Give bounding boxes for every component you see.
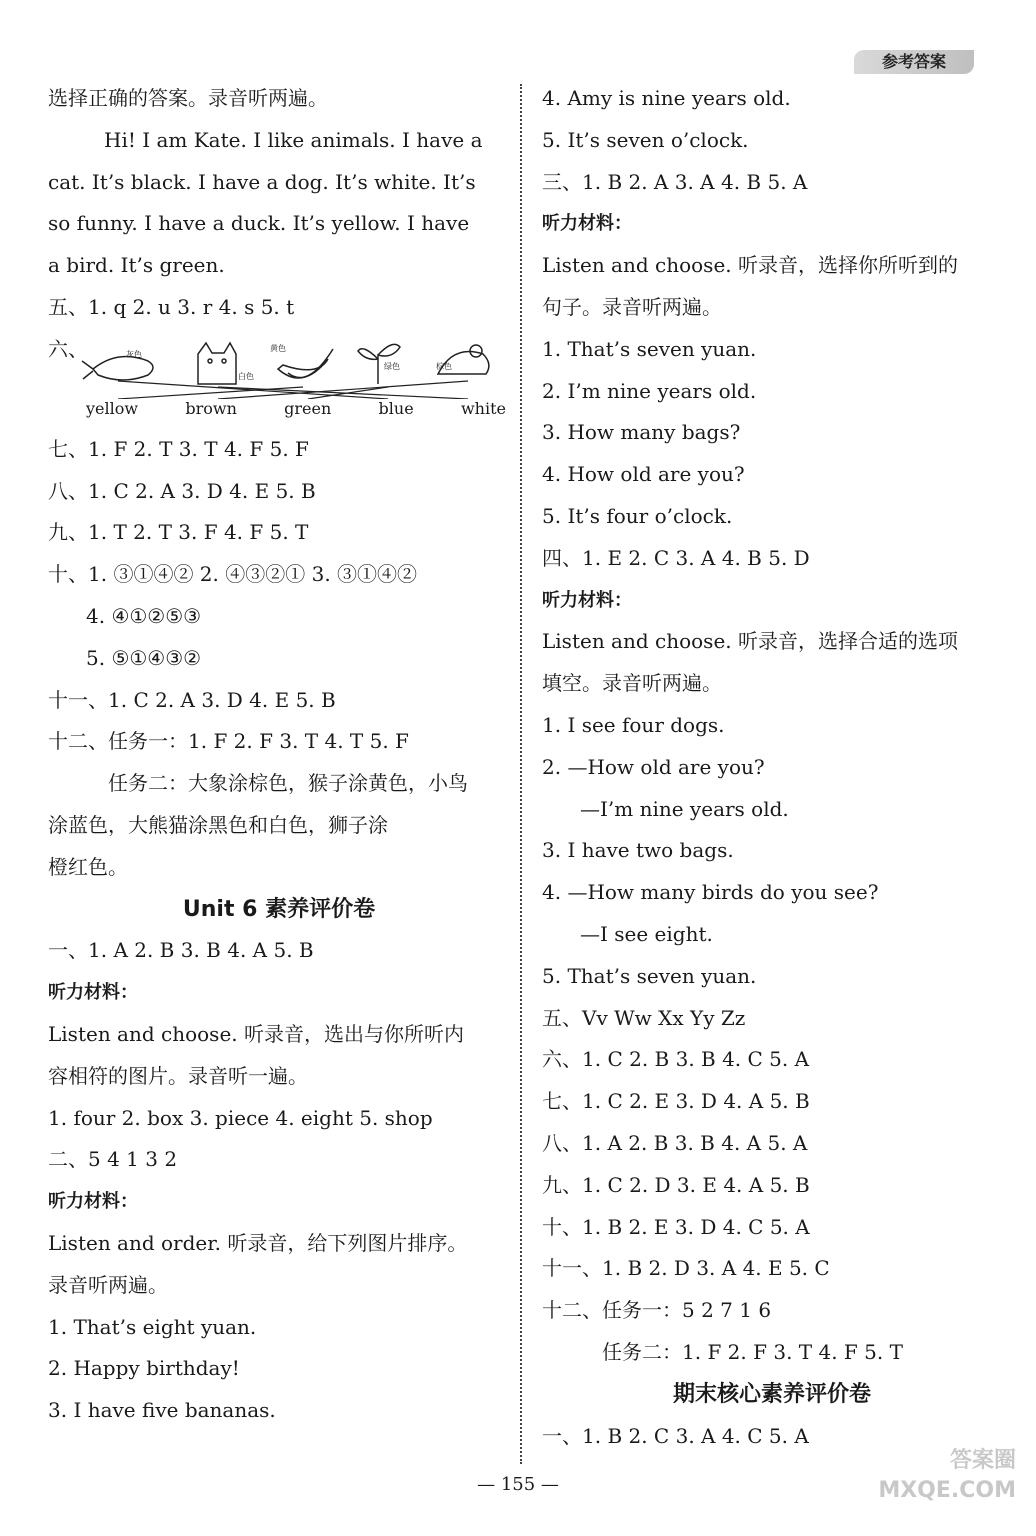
answer-line: 四、1. E 2. C 3. A 4. B 5. D	[542, 545, 810, 570]
answer-line: 任务二：1. F 2. F 3. T 4. F 5. T	[602, 1339, 903, 1364]
pic-label: 棕色	[436, 361, 452, 371]
listening-label: 听力材料：	[542, 589, 632, 611]
watermark-logo	[878, 1446, 1016, 1506]
listening-label: 听力材料：	[48, 1191, 138, 1213]
answer-line: 九、1. C 2. D 3. E 4. A 5. B	[542, 1172, 810, 1197]
answer-line: 十、1. ③①④② 2. ④③②① 3. ③①④②	[48, 562, 418, 587]
answer-line: 十二、任务一：5 2 7 1 6	[542, 1298, 772, 1323]
text-line: a bird. It’s green.	[48, 253, 225, 278]
text-line: 2. I’m nine years old.	[542, 378, 757, 403]
color-word: brown	[185, 398, 237, 418]
text-line: Listen and choose. 听录音，选择你所听到的	[542, 253, 958, 278]
text-line: cat. It’s black. I have a dog. It’s white. It’s	[48, 169, 476, 194]
answer-line: 九、1. T 2. T 3. F 4. F 5. T	[48, 520, 309, 545]
watermark-text: 答案圈	[949, 1448, 1016, 1473]
answer-line: 八、1. A 2. B 3. B 4. A 5. A	[542, 1130, 808, 1155]
text-line: 1. That’s eight yuan.	[48, 1314, 257, 1339]
matching-lines	[118, 381, 468, 399]
page-number: — 155 —	[477, 1474, 559, 1495]
answer-line: 一、1. A 2. B 3. B 4. A 5. B	[48, 938, 314, 963]
text-line: 任务二：大象涂棕色，猴子涂黄色，小鸟	[108, 771, 468, 796]
answer-line: 十二、任务一：1. F 2. F 3. T 4. T 5. F	[48, 729, 409, 754]
text-line: —I’m nine years old.	[580, 796, 789, 821]
color-word: yellow	[86, 398, 139, 418]
matching-pictures	[78, 329, 498, 399]
answer-line: 五、1. q 2. u 3. r 4. s 5. t	[48, 294, 295, 319]
section-tag: 参考答案	[854, 50, 974, 74]
text-line: 3. How many bags?	[542, 420, 741, 445]
text-line: 4. Amy is nine years old.	[542, 86, 791, 110]
right-column	[542, 78, 1002, 1457]
pic-label: 白色	[238, 371, 254, 381]
answer-line: 七、1. C 2. E 3. D 4. A 5. B	[542, 1089, 810, 1114]
cat-icon	[198, 343, 254, 384]
answer-line: 三、1. B 2. A 3. A 4. B 5. A	[542, 169, 808, 194]
text-line: 2. Happy birthday!	[48, 1356, 240, 1381]
answer-line: 五、Vv Ww Xx Yy Zz	[542, 1005, 746, 1030]
pic-label: 黄色	[270, 343, 286, 353]
sprout-icon	[358, 344, 400, 384]
text-line: 容相符的图片。录音听一遍。	[48, 1063, 308, 1088]
text-line: 3. I have five bananas.	[48, 1398, 276, 1423]
section-heading: Unit 6 素养评价卷	[182, 896, 376, 922]
left-column	[48, 78, 510, 1432]
listening-label: 听力材料：	[542, 213, 632, 235]
text-line: 4. How old are you?	[542, 462, 745, 487]
text-line: 橙红色。	[48, 854, 128, 879]
text-line: 5. That’s seven yuan.	[542, 963, 757, 988]
text-line: 录音听两遍。	[48, 1272, 168, 1297]
text-line: 4. —How many birds do you see?	[542, 880, 879, 905]
text-line: so funny. I have a duck. It’s yellow. I have	[48, 211, 470, 236]
answer-line: 4. ④①②⑤③	[86, 603, 202, 628]
answer-line: 十一、1. C 2. A 3. D 4. E 5. B	[48, 687, 336, 712]
text-line: 1. four 2. box 3. piece 4. eight 5. shop	[48, 1105, 433, 1130]
text-line: 5. It’s seven o’clock.	[542, 127, 749, 152]
listening-label: 听力材料：	[48, 982, 138, 1004]
pic-label: 绿色	[384, 361, 400, 371]
banana-icon	[270, 343, 333, 378]
text-line: Listen and choose. 听录音，选择合适的选项	[542, 629, 958, 654]
text-line: 5. It’s four o’clock.	[542, 503, 733, 528]
text-line: 涂蓝色，大熊猫涂黑色和白色，狮子涂	[48, 812, 388, 837]
text-line: 填空。录音听两遍。	[542, 671, 722, 696]
answer-line: 十、1. B 2. E 3. D 4. C 5. A	[542, 1214, 810, 1239]
matching-prefix: 六、	[48, 336, 88, 361]
answer-line: 八、1. C 2. A 3. D 4. E 5. B	[48, 478, 316, 503]
color-word: white	[460, 398, 506, 418]
answer-line: 5. ⑤①④③②	[86, 645, 202, 670]
color-words	[86, 399, 506, 418]
pic-label: 灰色	[126, 349, 142, 359]
text-line: Listen and order. 听录音，给下列图片排序。	[48, 1230, 468, 1255]
answer-line: 七、1. F 2. T 3. T 4. F 5. F	[48, 436, 309, 461]
whale-icon	[82, 349, 153, 380]
answer-line: 一、1. B 2. C 3. A 4. C 5. A	[542, 1423, 809, 1448]
text-line: 1. That’s seven yuan.	[542, 336, 757, 361]
matching-exercise	[48, 329, 510, 429]
answer-line: 六、1. C 2. B 3. B 4. C 5. A	[542, 1047, 810, 1072]
text-line: Listen and choose. 听录音，选出与你所听内	[48, 1021, 464, 1046]
color-word: blue	[378, 398, 414, 418]
answer-line: 二、5 4 1 3 2	[48, 1147, 178, 1172]
text-line: 2. —How old are you?	[542, 754, 765, 779]
section-heading: 期末核心素养评价卷	[672, 1381, 871, 1407]
text-line: 3. I have two bags.	[542, 838, 734, 863]
text-line: 句子。录音听两遍。	[542, 294, 722, 319]
answer-line: 十一、1. B 2. D 3. A 4. E 5. C	[542, 1256, 830, 1281]
text-line: —I see eight.	[580, 921, 713, 946]
watermark-url: MXQE.COM	[878, 1478, 1016, 1503]
text-line: 1. I see four dogs.	[542, 712, 725, 737]
text-line: 选择正确的答案。录音听两遍。	[48, 86, 328, 110]
text-line: Hi! I am Kate. I like animals. I have a	[104, 127, 483, 152]
turtle-icon	[436, 345, 489, 374]
column-divider	[520, 84, 524, 1464]
color-word: green	[284, 398, 332, 418]
